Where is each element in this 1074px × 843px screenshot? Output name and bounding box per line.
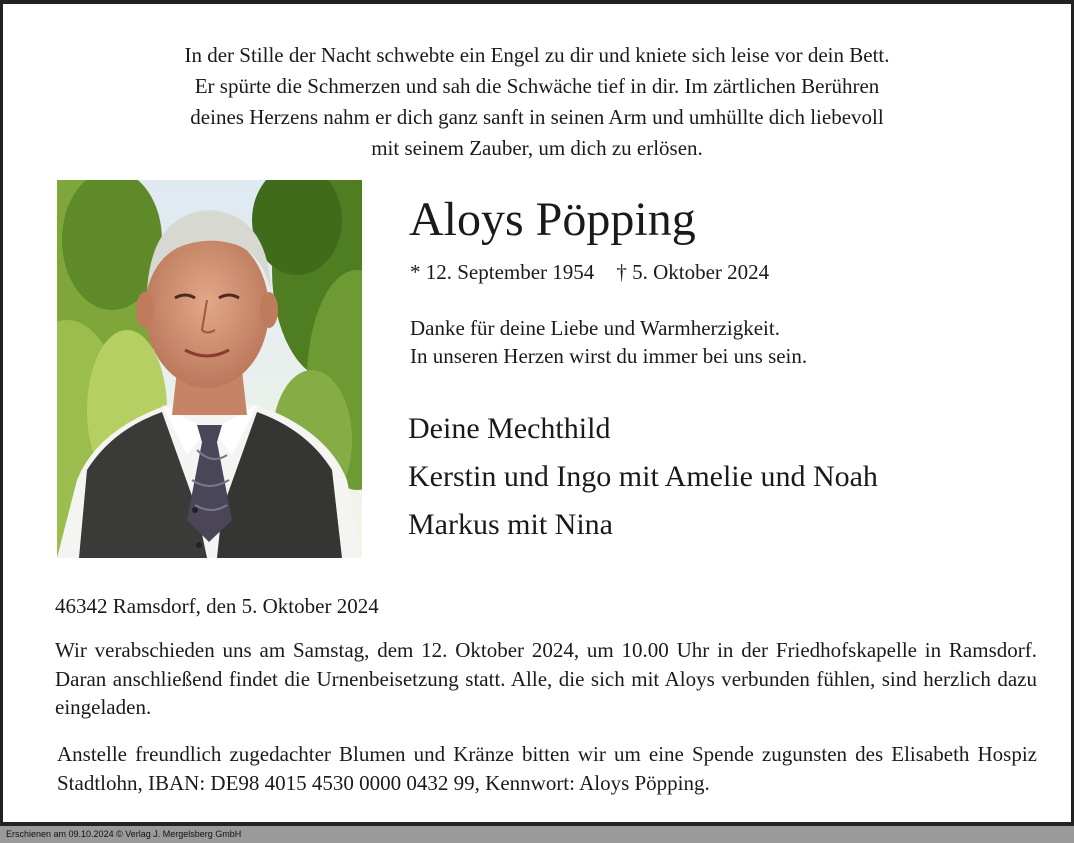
family-line: Markus mit Nina — [408, 508, 613, 541]
funeral-info: Wir verabschieden uns am Samstag, dem 12. Oktober 2024, um 10.00 Uhr in der Friedhofskapelle in Ramsdorf. Daran anschließend findet die Urnenbeisetzung statt. Alle, die sich mit Aloys verbunden fühlen, sind herzlich dazu eingeladen. — [55, 638, 1037, 719]
poem-line: mit seinem Zauber, um dich zu erlösen. — [371, 136, 703, 160]
birth-date: * 12. September 1954 — [410, 260, 595, 284]
poem-line: deines Herzens nahm er dich ganz sanft in seinen Arm und umhüllte dich liebevoll — [190, 105, 884, 129]
thanks-line: Danke für deine Liebe und Warmherzigkeit. — [410, 316, 780, 340]
donation-info: Anstelle freundlich zugedachter Blumen und Kränze bitten wir um eine Spende zugunsten des Elisabeth Hospiz Stadtlohn, IBAN: DE98 4015 4530 0000 0432 99, Kennwort: Aloys Pöpping. — [57, 742, 1037, 795]
life-dates — [410, 258, 769, 286]
publication-footer: Erschienen am 09.10.2024 © Verlag J. Mergelsberg GmbH — [0, 826, 1074, 843]
poem-line: Er spürte die Schmerzen und sah die Schwäche tief in dir. Im zärtlichen Berühren — [194, 74, 880, 98]
thanks-line: In unseren Herzen wirst du immer bei uns sein. — [410, 344, 808, 368]
family-line: Kerstin und Ingo mit Amelie und Noah — [408, 460, 878, 493]
deceased-name: Aloys Pöpping — [409, 193, 696, 246]
family-signature — [408, 405, 878, 549]
family-line: Deine Mechthild — [408, 412, 611, 445]
portrait-photo — [57, 180, 362, 558]
place-date: 46342 Ramsdorf, den 5. Oktober 2024 — [55, 594, 379, 618]
thanks-text — [410, 314, 807, 370]
poem-line: In der Stille der Nacht schwebte ein Engel zu dir und kniete sich leise vor dein Bett. — [184, 43, 890, 67]
death-date: † 5. Oktober 2024 — [616, 260, 770, 284]
poem — [3, 40, 1071, 164]
